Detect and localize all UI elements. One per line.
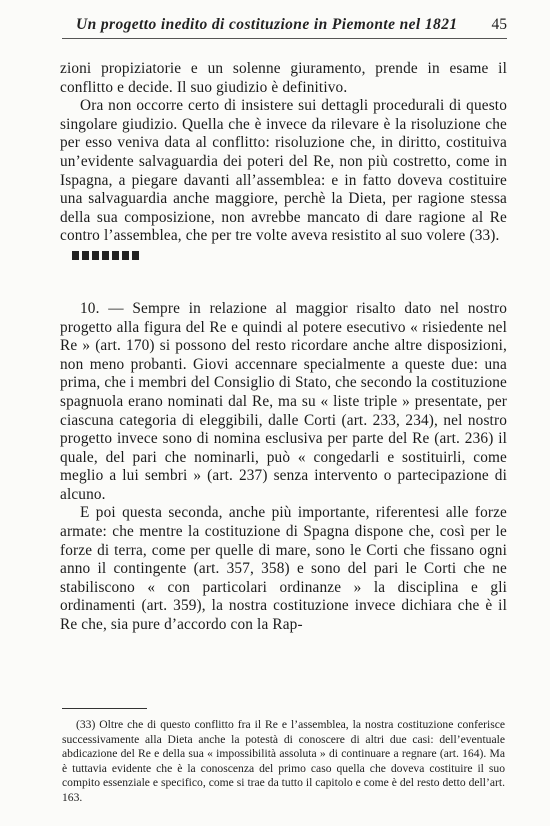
running-head bbox=[62, 16, 507, 39]
section-gap bbox=[60, 260, 507, 300]
paragraph-armed-forces: E poi questa seconda, anche più importante, riferentesi alle forze armate: che mentre la costituzione di Spagna dispone che, così per le forze di terra, come per quelle di mare, sono le Corti che fissano ogni anno il contingente (art. 357, 358) e sono del pari le Corti che ne stabiliscono « con particolari ordinanze » la disciplina e gli ordinamenti (art. 359), la nostra costituzione invece dichiara che è il Re che, sia pure d’accordo con la Rap- bbox=[60, 504, 507, 634]
page-number: 45 bbox=[491, 16, 507, 33]
running-title: Un progetto inedito di costituzione in Piemonte nel 1821 bbox=[76, 16, 458, 33]
paragraph-continuation: zioni propiziatorie e un solenne giuramento, prende in esame il conflitto e decide. Il suo giudizio è definitivo. bbox=[60, 60, 507, 96]
ink-smudge bbox=[60, 246, 507, 260]
ink-smudge-mark bbox=[72, 251, 142, 260]
body-text bbox=[60, 60, 507, 635]
footnote bbox=[62, 718, 505, 806]
paragraph-judgement: Ora non occorre certo di insistere sui dettagli procedurali di questo singolare giudizio. Quella che è invece da rilevare è la risoluzione che per esso veniva data al conflitto: risoluzione che, in diritto, costituiva un’evidente salvaguardia dei poteri del Re, non più costretto, come in Ispagna, a piegare davanti all’assemblea: e in fatto doveva costituire una salvaguardia anche maggiore, perchè la Dieta, per ragione stessa della sua composizione, non avrebbe mancato di dare ragione al Re contro l’assemblea, che per tre volte aveva resistito al suo volere (33). bbox=[60, 97, 507, 245]
footnote-rule bbox=[62, 708, 147, 709]
footnote-33: (33) Oltre che di questo conflitto fra il Re e l’assemblea, la nostra costituzione conferisce successivamente alla Dieta anche la potestà di conoscere di altri due casi: dell’eventuale abdicazione del Re e della sua « impossibilità assoluta » di continuare a regnare (art. 164). Ma è tuttavia evidente che è la conoscenza del primo caso quella che doveva costituire il suo compito essenziale e specifico, come si trae da tutto il capitolo e come è del resto detto dell’art. 163. bbox=[62, 718, 505, 804]
paragraph-section-10: 10. — Sempre in relazione al maggior risalto dato nel nostro progetto alla figura del Re e quindi al potere esecutivo « risiedente nel Re » (art. 170) si possono del resto ricordare anche altre disposizioni, non meno probanti. Giovi accennare specialmente a queste due: una prima, che i membri del Consiglio di Stato, che secondo la costituzione spagnuola erano nominati dal Re, ma su « liste triple » presentate, per ciascuna categoria di eleggibili, dalle Corti (art. 233, 234), nel nostro progetto invece sono di nomina esclusiva per parte del Re (art. 236) il quale, del pari che nominarli, può « congedarli e sostituirli, come meglio a lui sembri » (art. 237) senza intervento o partecipazione di alcuno. bbox=[60, 299, 507, 503]
